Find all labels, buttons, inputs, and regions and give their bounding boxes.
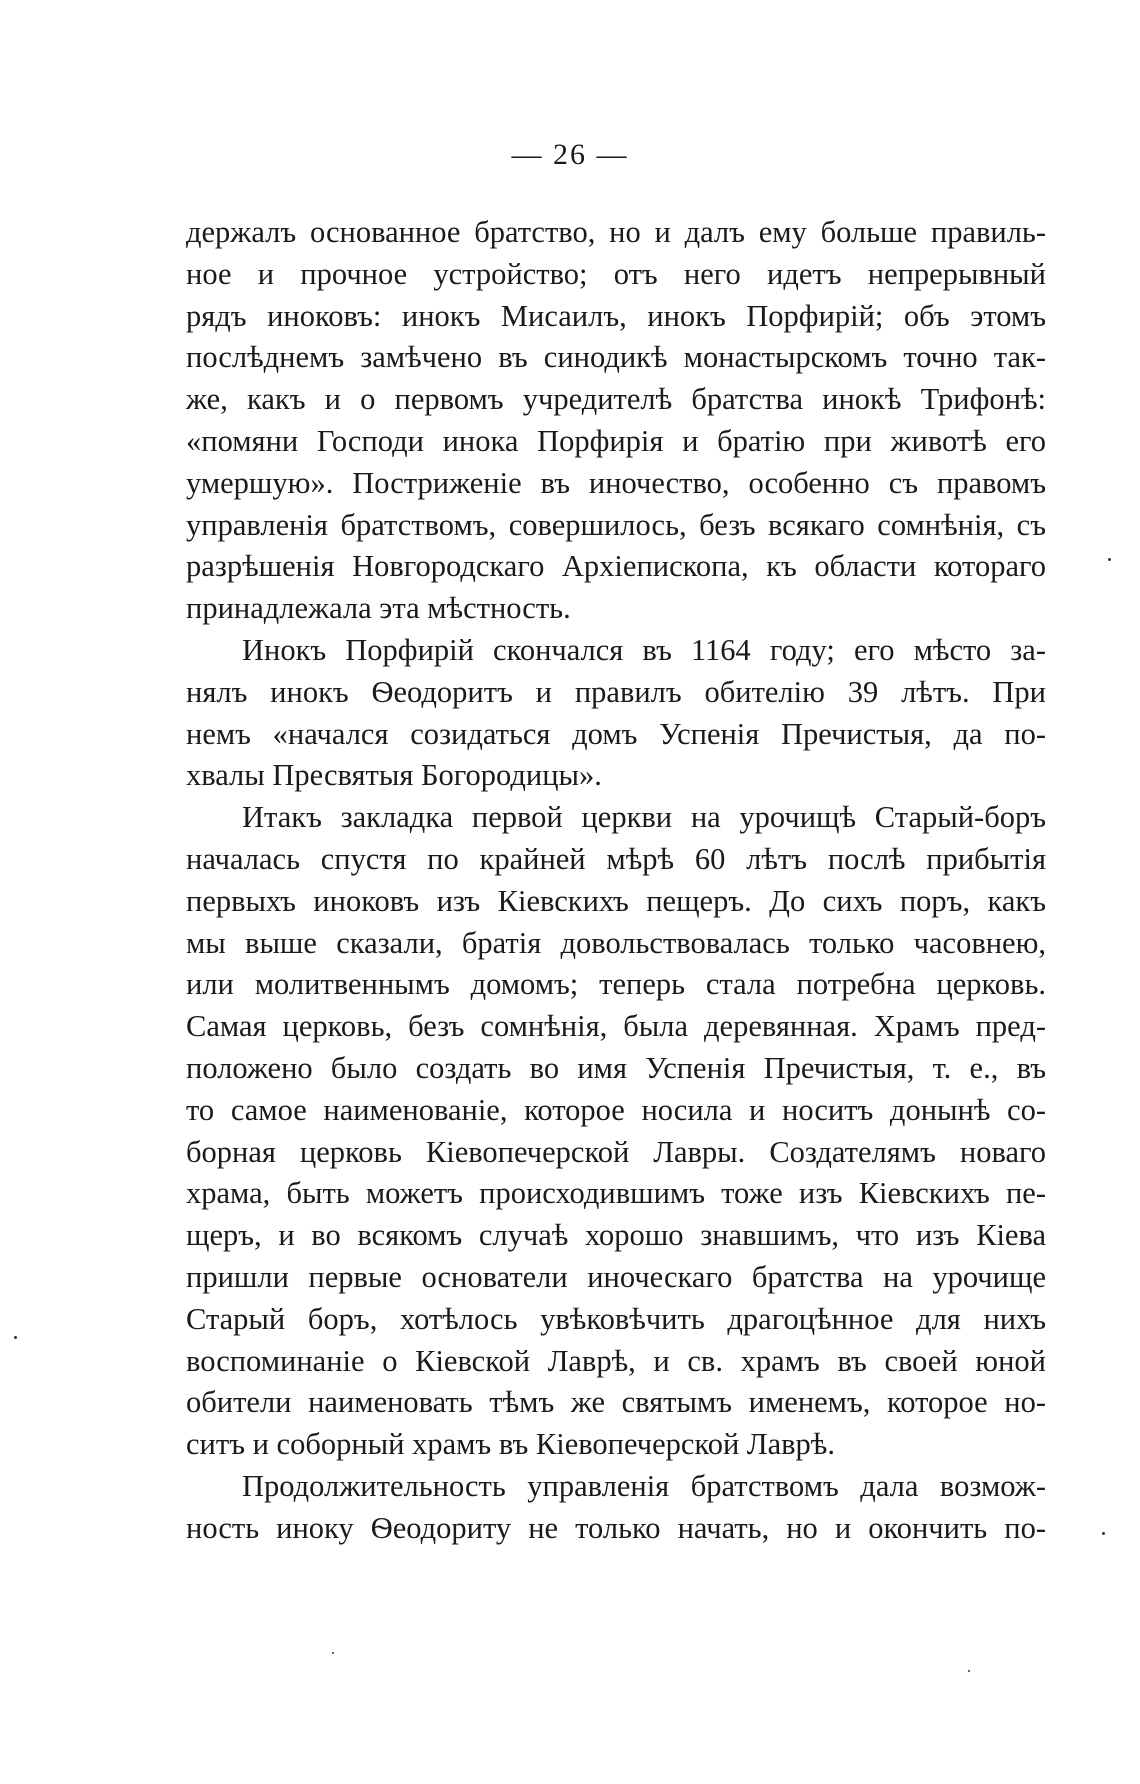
text-line: умершую». Постриженіе въ иночество, особенно съ правомъ xyxy=(186,465,1046,500)
scan-speck xyxy=(968,1670,970,1672)
text-line: держалъ основанное братство, но и далъ ему больше правиль- xyxy=(186,215,1046,249)
text-line: Самая церковь, безъ сомнѣнія, была деревянная. Храмъ пред- xyxy=(186,1009,1046,1044)
paragraph xyxy=(186,212,1046,630)
paragraph xyxy=(186,630,1046,797)
paragraph xyxy=(186,797,1046,1466)
text-line: управленія братствомъ, совершилось, безъ всякаго сомнѣнія, съ xyxy=(186,507,1046,542)
text-line: рядъ иноковъ: инокъ Мисаилъ, инокъ Порфирій; объ этомъ xyxy=(186,298,1046,333)
scan-speck xyxy=(332,1652,334,1654)
body-text xyxy=(186,212,1046,1550)
text-line: пришли первые основатели иноческаго братства на урочище xyxy=(186,1259,1046,1294)
text-line: ситъ и соборный храмъ въ Кіевопечерской Лаврѣ. xyxy=(186,1427,835,1462)
page-number: — 26 — xyxy=(511,138,629,171)
text-line: разрѣшенія Новгородскаго Архіепископа, къ области котораго xyxy=(186,549,1046,584)
text-line: Старый боръ, хотѣлось увѣковѣчить драгоцѣнное для нихъ xyxy=(186,1301,1046,1336)
text-line: борная церковь Кіевопечерской Лавры. Создателямъ новаго xyxy=(186,1134,1046,1169)
text-line: началась спустя по крайней мѣрѣ 60 лѣтъ послѣ прибытія xyxy=(186,841,1046,876)
text-line: положено было создать во имя Успенія Пречистыя, т. е., въ xyxy=(186,1050,1046,1085)
text-line: мы выше сказали, братія довольствовалась только часовнею, xyxy=(186,925,1046,960)
text-line: Итакъ закладка первой церкви на урочищѣ Старый-боръ xyxy=(242,800,1046,835)
text-line: воспоминаніе о Кіевской Лаврѣ, и св. храмъ въ своей юной xyxy=(186,1343,1046,1378)
scan-speck xyxy=(1108,558,1111,561)
text-line: же, какъ и о первомъ учредителѣ братства инокѣ Трифонѣ: xyxy=(186,382,1046,417)
text-line: «помяни Господи инока Порфирія и братію при животѣ его xyxy=(186,423,1046,458)
text-line: или молитвеннымъ домомъ; теперь стала потребна церковь. xyxy=(186,967,1046,1002)
text-line: принадлежала эта мѣстность. xyxy=(186,591,571,626)
text-line: обители наименовать тѣмъ же святымъ именемъ, которое но- xyxy=(186,1385,1046,1420)
text-line: ность иноку Ѳеодориту не только начать, но и окончить по- xyxy=(186,1510,1046,1545)
scan-speck xyxy=(14,1336,17,1339)
scan-speck xyxy=(1102,1532,1105,1535)
text-line: нялъ инокъ Ѳеодоритъ и правилъ обителію 39 лѣтъ. При xyxy=(186,674,1046,709)
text-line: хвалы Пресвятыя Богородицы». xyxy=(186,758,602,793)
text-line: послѣднемъ замѣчено въ синодикѣ монастырскомъ точно так- xyxy=(186,340,1046,375)
text-line: щеръ, и во всякомъ случаѣ хорошо знавшимъ, что изъ Кіева xyxy=(186,1218,1046,1253)
text-line: ное и прочное устройство; отъ него идетъ непрерывный xyxy=(186,256,1046,291)
text-line: немъ «начался созидаться домъ Успенія Пречистыя, да по- xyxy=(186,716,1046,751)
text-line: то самое наименованіе, которое носила и носитъ донынѣ со- xyxy=(186,1092,1046,1127)
text-line: Инокъ Порфирій скончался въ 1164 году; его мѣсто за- xyxy=(242,632,1046,667)
text-line: Продолжительность управленія братствомъ дала возмож- xyxy=(242,1468,1046,1503)
paragraph xyxy=(186,1466,1046,1550)
text-line: первыхъ иноковъ изъ Кіевскихъ пещеръ. До сихъ поръ, какъ xyxy=(186,883,1046,918)
text-line: храма, быть можетъ происходившимъ тоже изъ Кіевскихъ пе- xyxy=(186,1176,1046,1211)
